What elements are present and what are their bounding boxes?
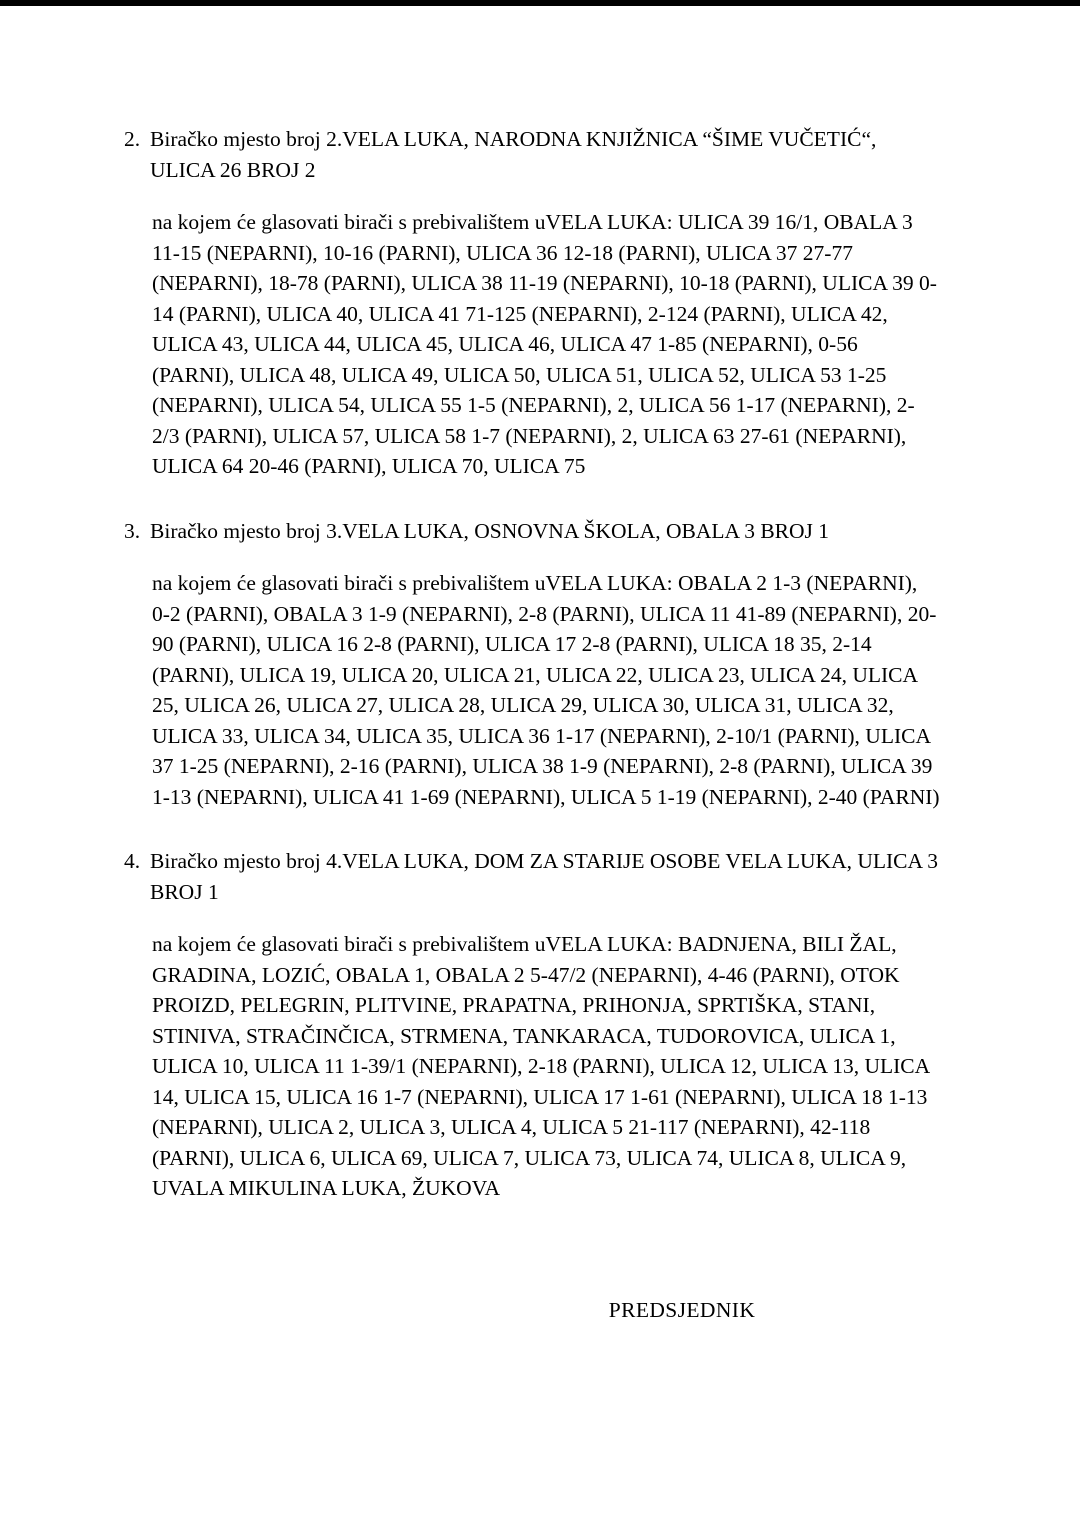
entry-body: na kojem će glasovati birači s prebivalištem uVELA LUKA: ULICA 39 16/1, OBALA 3 11-15 (NEPARNI), 10-16 (PARNI), ULICA 36 12-18 (PARNI), ULICA 37 27-77 (NEPARNI), 18-78 (PARNI), ULICA 38 11-19 (NEPARNI), 10-18 (PARNI), ULICA 39 0-14 (PARNI), ULICA 40, ULICA 41 71-125 (NEPARNI), 2-124 (PARNI), ULICA 42, ULICA 43, ULICA 44, ULICA 45, ULICA 46, ULICA 47 1-85 (NEPARNI), 0-56 (PARNI), ULICA 48, ULICA 49, ULICA 50, ULICA 51, ULICA 52, ULICA 53 1-25 (NEPARNI), ULICA 54, ULICA 55 1-5 (NEPARNI), 2, ULICA 56 1-17 (NEPARNI), 2-2/3 (PARNI), ULICA 57, ULICA 58 1-7 (NEPARNI), 2, ULICA 63 27-61 (NEPARNI), ULICA 64 20-46 (PARNI), ULICA 70, ULICA 75	[152, 210, 937, 479]
polling-station-entry	[124, 124, 940, 482]
document-page	[0, 6, 1080, 1524]
polling-station-heading	[124, 846, 940, 907]
entry-number: 3.	[124, 518, 141, 543]
entry-number: 4.	[124, 849, 141, 874]
polling-station-heading	[124, 516, 940, 547]
polling-station-heading	[124, 124, 940, 185]
entry-body: na kojem će glasovati birači s prebivalištem uVELA LUKA: OBALA 2 1-3 (NEPARNI), 0-2 (PARNI), OBALA 3 1-9 (NEPARNI), 2-8 (PARNI), ULICA 11 41-89 (NEPARNI), 20-90 (PARNI), ULICA 16 2-8 (PARNI), ULICA 17 2-8 (PARNI), ULICA 18 35, 2-14 (PARNI), ULICA 19, ULICA 20, ULICA 21, ULICA 22, ULICA 23, ULICA 24, ULICA 25, ULICA 26, ULICA 27, ULICA 28, ULICA 29, ULICA 30, ULICA 31, ULICA 32, ULICA 33, ULICA 34, ULICA 35, ULICA 36 1-17 (NEPARNI), 2-10/1 (PARNI), ULICA 37 1-25 (NEPARNI), 2-16 (PARNI), ULICA 38 1-9 (NEPARNI), 2-8 (PARNI), ULICA 39 1-13 (NEPARNI), ULICA 41 1-69 (NEPARNI), ULICA 5 1-19 (NEPARNI), 2-40 (PARNI)	[152, 571, 940, 809]
polling-station-entry	[124, 846, 940, 1204]
entry-number: 2.	[124, 127, 141, 151]
polling-station-entry	[124, 516, 940, 813]
entry-title: Biračko mjesto broj 3.VELA LUKA, OSNOVNA ŠKOLA, OBALA 3 BROJ 1	[150, 518, 830, 543]
entry-body: na kojem će glasovati birači s prebivalištem uVELA LUKA: BADNJENA, BILI ŽAL, GRADINA, LOZIĆ, OBALA 1, OBALA 2 5-47/2 (NEPARNI), 4-46 (PARNI), OTOK PROIZD, PELEGRIN, PLITVINE, PRAPATNA, PRIHONJA, SPRTIŠKA, STANI, STINIVA, STRAČINČICA, STRMENA, TANKARACA, TUDOROVICA, ULICA 1, ULICA 10, ULICA 11 1-39/1 (NEPARNI), 2-18 (PARNI), ULICA 12, ULICA 13, ULICA 14, ULICA 15, ULICA 16 1-7 (NEPARNI), ULICA 17 1-61 (NEPARNI), ULICA 18 1-13 (NEPARNI), ULICA 2, ULICA 3, ULICA 4, ULICA 5 21-117 (NEPARNI), 42-118 (PARNI), ULICA 6, ULICA 69, ULICA 7, ULICA 73, ULICA 74, ULICA 8, ULICA 9, UVALA MIKULINA LUKA, ŽUKOVA	[152, 932, 929, 1201]
entry-title: Biračko mjesto broj 4.VELA LUKA, DOM ZA STARIJE OSOBE VELA LUKA, ULICA 3 BROJ 1	[150, 849, 938, 904]
signature-line: PREDSJEDNIK	[608, 1297, 756, 1322]
entry-title: Biračko mjesto broj 2.VELA LUKA, NARODNA KNJIŽNICA “ŠIME VUČETIĆ“, ULICA 26 BROJ 2	[150, 127, 877, 182]
